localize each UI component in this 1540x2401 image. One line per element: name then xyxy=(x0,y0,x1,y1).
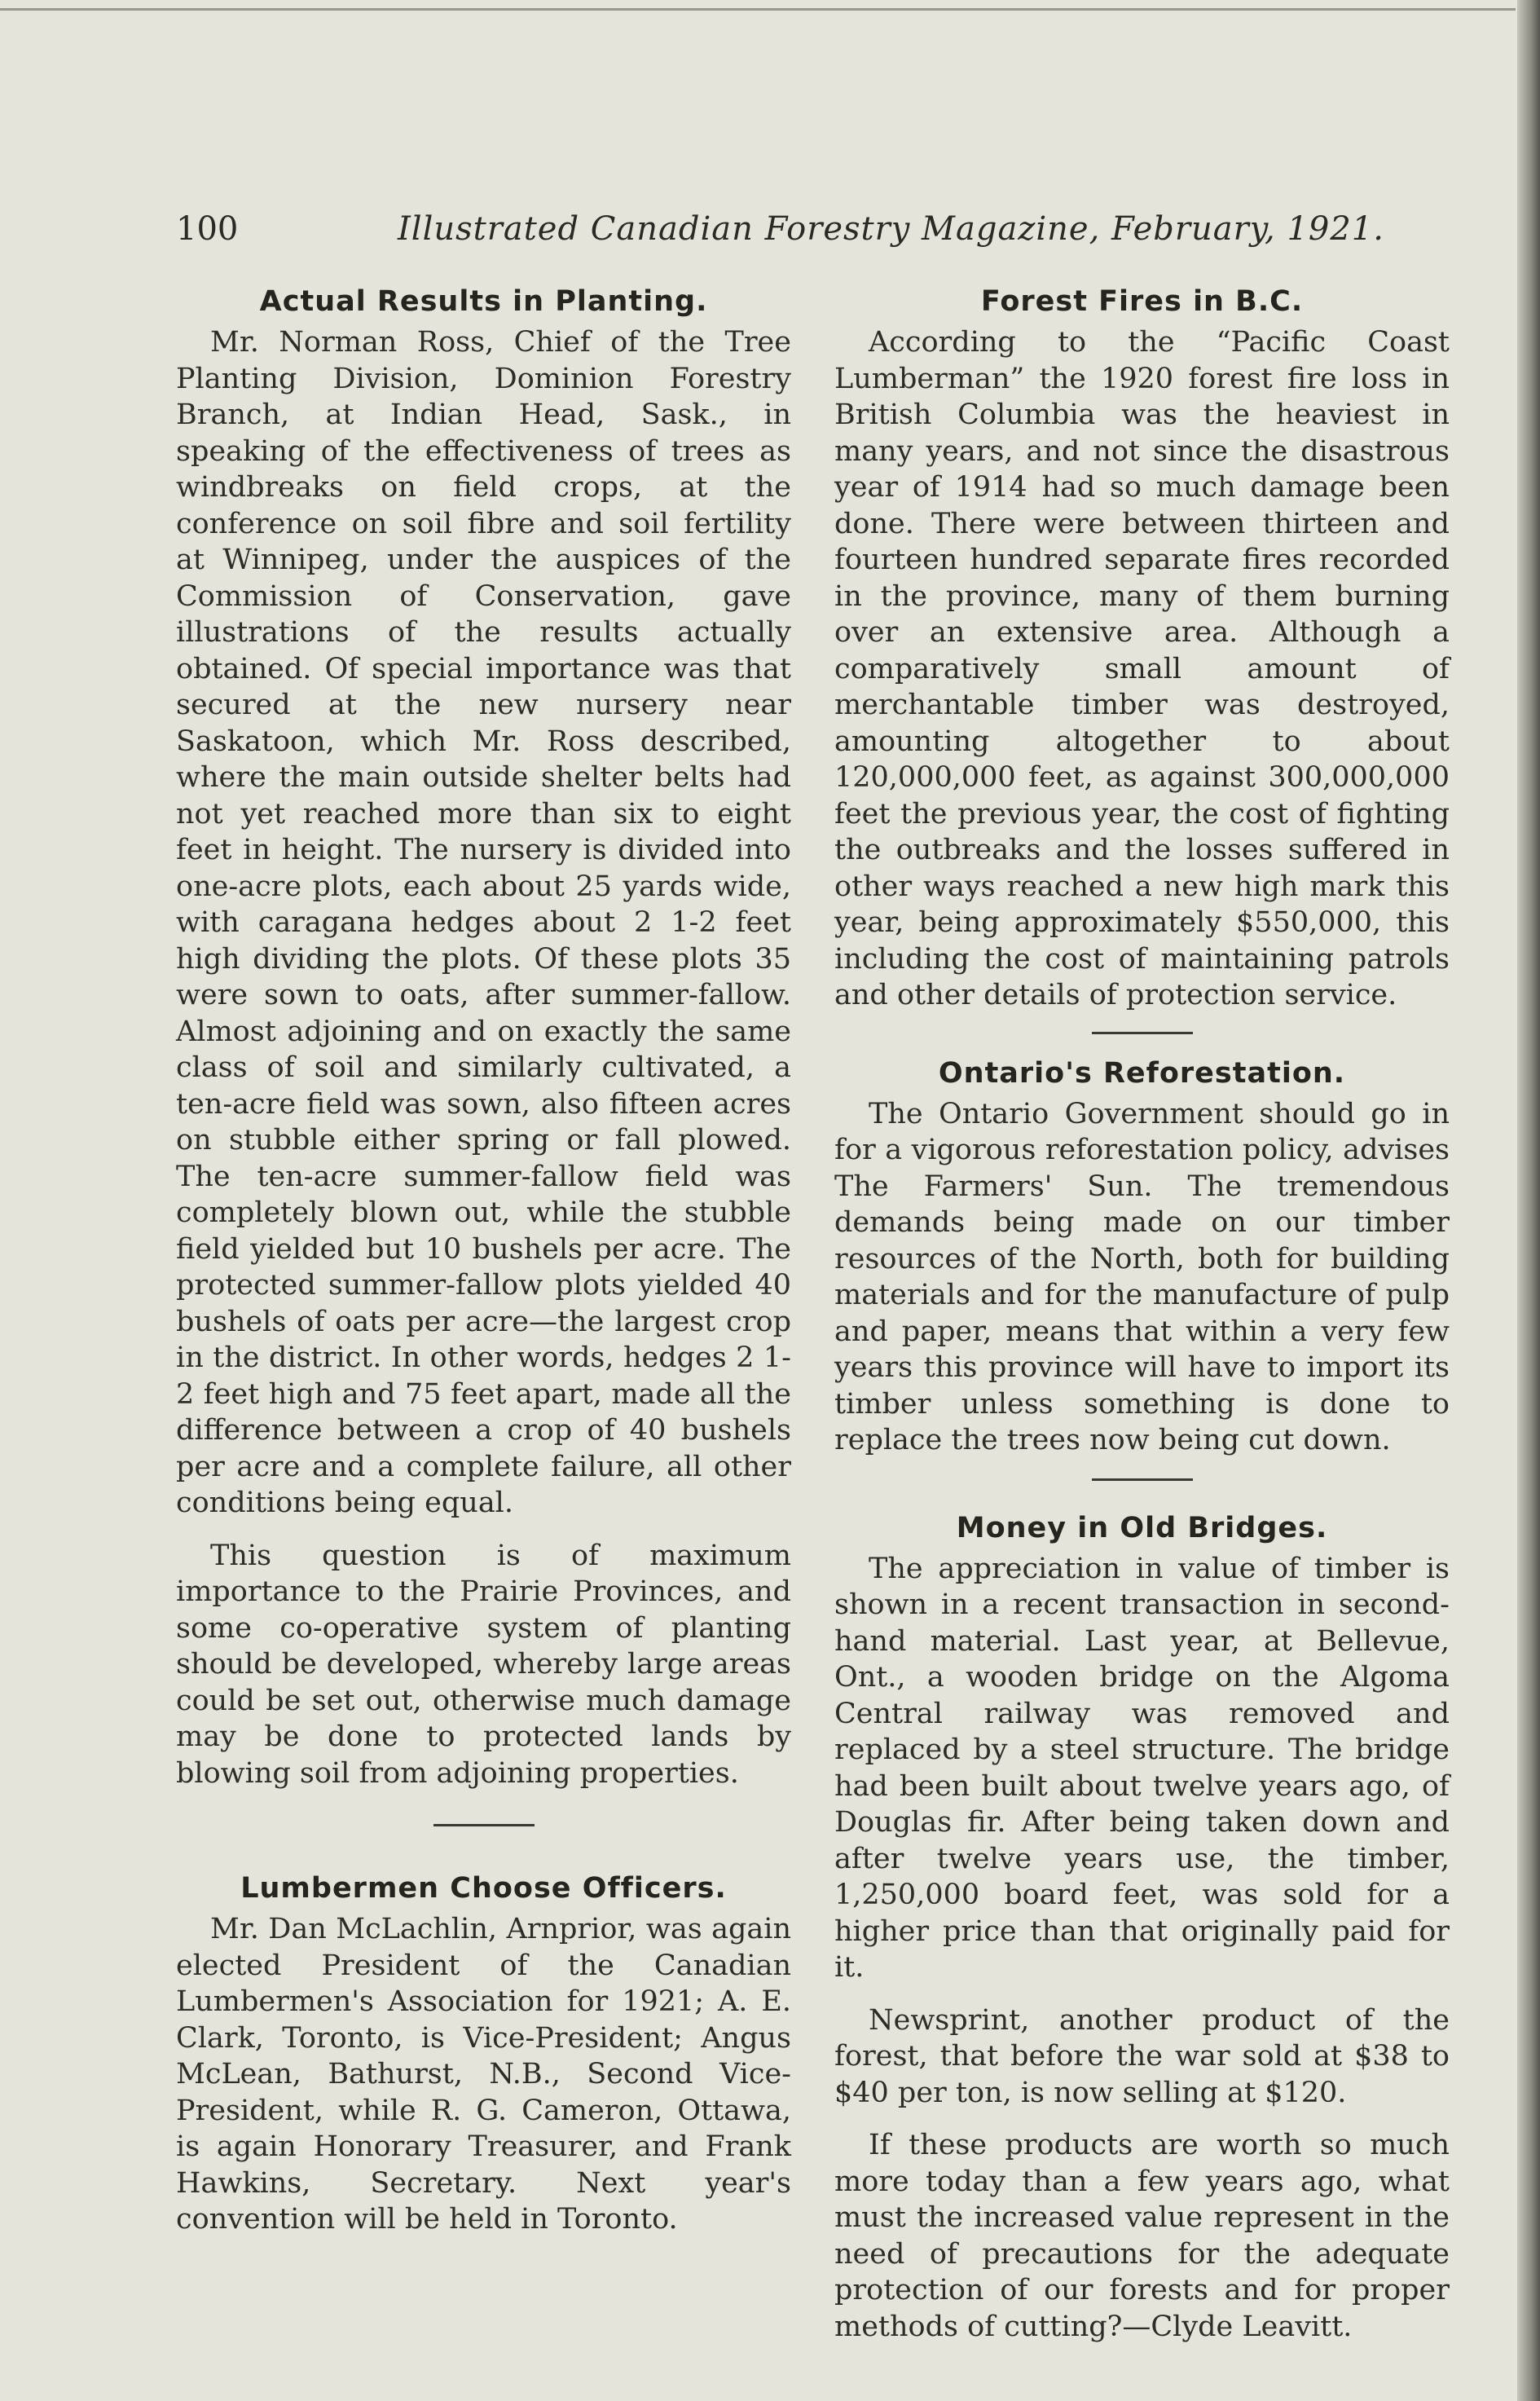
article-paragraph: The Ontario Government should go in for a vigorous reforestation policy, advises The Farmers' Sun. The tremendous demands being made on our timber resources of the North, both for building materials and for the manufacture of pulp and paper, means that within a very few years this province will have to import its timber unless something is done to replace the trees now being cut down. xyxy=(834,1097,1450,1456)
article-ontario xyxy=(834,1057,1450,1459)
article-paragraph: The appreciation in value of timber is shown in a recent transaction in second-hand material. Last year, at Bellevue, Ont., a wooden bridge on the Algoma Central railway was removed and replaced by a steel structure. The bridge had been built about twelve years ago, of Douglas fir. After being taken down and after twelve years use, the timber, 1,250,000 board feet, was sold for a higher price than that originally paid for it. xyxy=(834,1552,1450,1984)
article-lumbermen xyxy=(176,1872,791,2238)
article-paragraph: If these products are worth so much more today than a few years ago, what must the increased value represent in the need of precautions for the adequate protection of our forests and for proper methods of cutting?—Clyde Leavitt. xyxy=(834,2129,1450,2343)
article-title: Forest Fires in B.C. xyxy=(980,285,1304,318)
article-paragraph: This question is of maximum importance to the Prairie Provinces, and some co-operative system of planting should be developed, whereby large areas could be set out, otherwise much damage may be done to protected lands by blowing soil from adjoining properties. xyxy=(176,1539,791,1790)
article-paragraph: Newsprint, another product of the forest, that before the war sold at $38 to $40 per ton, is now selling at $120. xyxy=(834,2003,1450,2109)
running-title: Illustrated Canadian Forestry Magazine, February, 1921. xyxy=(398,210,1384,248)
section-divider xyxy=(433,1824,535,1826)
article-paragraph: Mr. Dan McLachlin, Arnprior, was again elected President of the Canadian Lumbermen's Association for 1921; A. E. Clark, Toronto, is Vice-President; Angus McLean, Bathurst, N.B., Second Vice-President, while R. G. Cameron, Ottawa, is again Honorary Treasurer, and Frank Hawkins, Secretary. Next year's convention will be held in Toronto. xyxy=(176,1913,791,2236)
running-header xyxy=(176,210,1455,254)
article-title: Money in Old Bridges. xyxy=(956,1511,1328,1544)
article-paragraph: Mr. Norman Ross, Chief of the Tree Planting Division, Dominion Forestry Branch, at Indian Head, Sask., in speaking of the effectiveness of trees as windbreaks on field crops, at the conference on soil fibre and soil fertility at Winnipeg, under the auspices of the Commission of Conservation, gave illustrations of the results actually obtained. Of special importance was that secured at the new nursery near Saskatoon, which Mr. Ross described, where the main outside shelter belts had not yet reached more than six to eight feet in height. The nursery is divided into one-acre plots, each about 25 yards wide, with caragana hedges about 2 1-2 feet high dividing the plots. Of these plots 35 were sown to oats, after summer-fallow. Almost adjoining and on exactly the same class of soil and similarly cultivated, a ten-acre field was sown, also fifteen acres on stubble either spring or fall plowed. The ten-acre summer-fallow field was completely blown out, while the stubble field yielded but 10 bushels per acre. The protected summer-fallow plots yielded 40 bushels of oats per acre—the largest crop in the district. In other words, hedges 2 1-2 feet high and 75 feet apart, made all the difference between a crop of 40 bushels per acre and a complete failure, all other conditions being equal. xyxy=(176,326,791,1519)
article-title: Ontario's Reforestation. xyxy=(938,1056,1346,1090)
article-fires xyxy=(834,285,1450,1014)
article-title: Lumbermen Choose Officers. xyxy=(240,1872,727,1905)
article-title: Actual Results in Planting. xyxy=(259,285,708,318)
top-edge-rule xyxy=(0,8,1516,11)
section-divider xyxy=(1092,1032,1193,1034)
left-column xyxy=(176,285,791,2254)
section-divider xyxy=(1092,1478,1193,1481)
page-number: 100 xyxy=(176,210,239,248)
article-paragraph: According to the “Pacific Coast Lumberman” the 1920 forest fire loss in British Columbia was the heaviest in many years, and not since the disastrous year of 1914 had so much damage been done. There were between thirteen and fourteen hundred separate fires recorded in the province, many of them burning over an extensive area. Although a comparatively small amount of merchantable timber was destroyed, amounting altogether to about 120,000,000 feet, as against 300,000,000 feet the previous year, the cost of fighting the outbreaks and the losses suffered in other ways reached a new high mark this year, being approximately $550,000, this including the cost of maintaining patrols and other details of protection service. xyxy=(834,326,1450,1011)
page-binding-edge xyxy=(1517,0,1540,2401)
article-planting xyxy=(176,285,791,1791)
right-column xyxy=(834,285,1450,2361)
article-bridges xyxy=(834,1512,1450,2346)
